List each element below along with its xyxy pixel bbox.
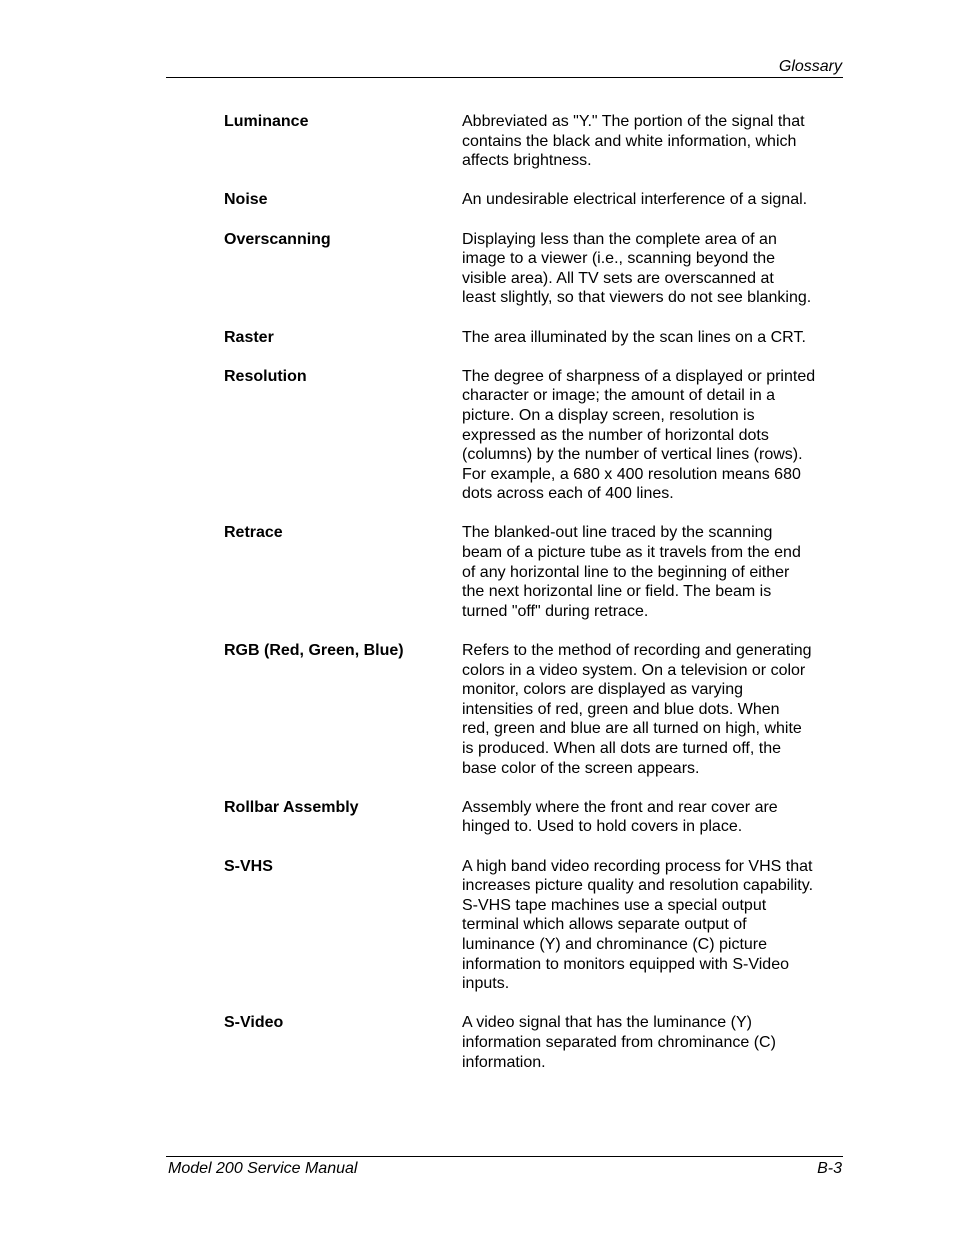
glossary-term: Rollbar Assembly: [224, 798, 359, 816]
glossary-term: Overscanning: [224, 230, 331, 248]
glossary-term: Raster: [224, 328, 274, 346]
manual-title: Model 200 Service Manual: [168, 1160, 358, 1177]
glossary-term: Noise: [224, 191, 268, 209]
page-number: B-3: [817, 1160, 842, 1177]
glossary-definition: The degree of sharpness of a displayed or printed character or image; the amount of detail in a picture. On a display screen, resolution is expressed as the number of horizontal dots (columns) by the number of vertical lines (rows). For example, a 680 x 400 resolution means 680 dots across each of 400 lines.: [462, 367, 816, 503]
page-footer: [166, 1156, 843, 1181]
page-header: [166, 56, 843, 78]
glossary-entry-luminance: [224, 112, 854, 171]
glossary-entry-s-vhs: [224, 857, 854, 994]
glossary-entry-retrace: [224, 523, 854, 621]
glossary-term: S-VHS: [224, 857, 273, 875]
glossary-definition: The blanked-out line traced by the scanning beam of a picture tube as it travels from the end of any horizontal line to the beginning of either the next horizontal line or field. The beam is turned "off" during retrace.: [462, 524, 801, 620]
glossary-definition: Refers to the method of recording and generating colors in a video system. On a television or color monitor, colors are displayed as varying intensities of red, green and blue dots. When red, green and blue are all turned on high, white is produced. When all dots are turned off, the base color of the screen appears.: [462, 642, 812, 777]
glossary-term: Luminance: [224, 113, 309, 130]
glossary-entry-overscanning: [224, 230, 854, 308]
glossary-term: S-Video: [224, 1014, 284, 1032]
glossary-entry-raster: [224, 328, 854, 348]
glossary-entry-rollbar-assembly: [224, 798, 854, 837]
section-title: Glossary: [778, 58, 842, 75]
glossary-entry-rgb: [224, 641, 854, 778]
glossary-definition: Displaying less than the complete area of an image to a viewer (i.e., scanning beyond the visible area). All TV sets are overscanned at least slightly, so that viewers do not see blanking.: [462, 230, 812, 307]
glossary-entry-noise: [224, 190, 854, 210]
glossary-definition: Assembly where the front and rear cover are hinged to. Used to hold covers in place.: [462, 798, 778, 836]
glossary-definition: An undesirable electrical interference of a signal.: [462, 191, 808, 209]
glossary-entry-resolution: [224, 367, 854, 504]
glossary-definition: Abbreviated as "Y." The portion of the signal that contains the black and white information, which affects brightness.: [462, 113, 805, 170]
glossary-entry-s-video: [224, 1013, 854, 1072]
glossary-definition: A video signal that has the luminance (Y) information separated from chrominance (C) information.: [462, 1014, 776, 1071]
glossary-term: Retrace: [224, 524, 283, 542]
glossary-definition: The area illuminated by the scan lines on a CRT.: [462, 328, 806, 346]
glossary-term: RGB (Red, Green, Blue): [224, 642, 404, 660]
glossary-term: Resolution: [224, 367, 307, 385]
glossary-definition: A high band video recording process for VHS that increases picture quality and resolution capability. S-VHS tape machines use a special output terminal which allows separate output of luminance (Y) and chrominance (C) picture information to monitors equipped with S-Video inputs.: [462, 857, 814, 993]
glossary-list: [224, 112, 854, 1092]
